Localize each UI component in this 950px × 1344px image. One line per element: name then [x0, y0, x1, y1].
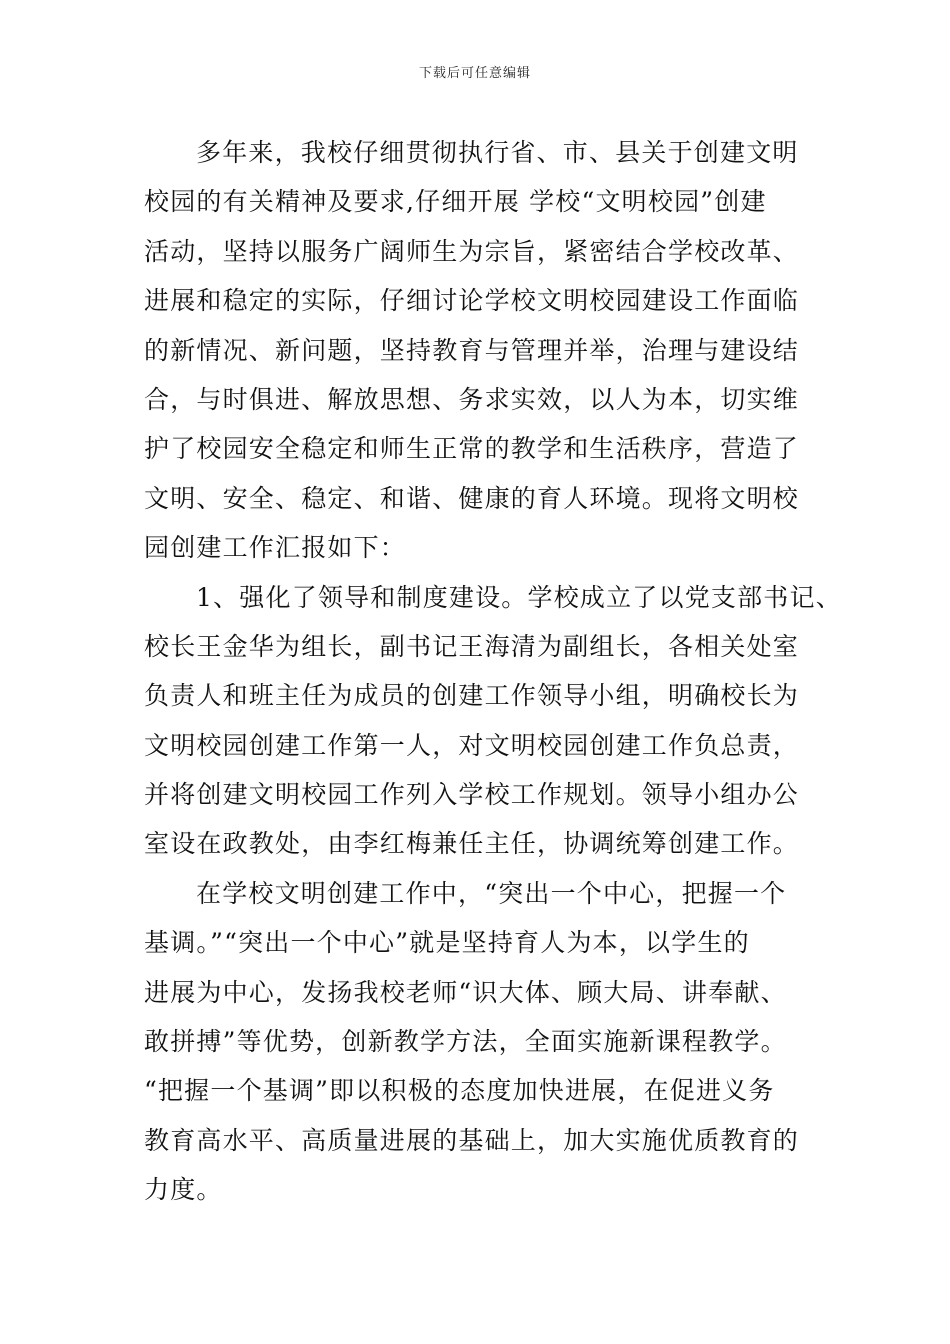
paragraph-line: 负责人和班主任为成员的创建工作领导小组，明确校长为 [144, 681, 800, 711]
paragraph-line: 进展为中心，发扬我校老师“识大体、顾大局、讲奉献、 [144, 977, 787, 1007]
page-header: 下载后可任意编辑 [418, 66, 531, 81]
paragraph-line: 敢拼搏”等优势，创新教学方法，全面实施新课程教学。 [144, 1027, 787, 1057]
paragraph-line: 多年来，我校仔细贯彻执行省、市、县关于创建文明 [196, 138, 799, 167]
body-text [144, 128, 842, 1215]
paragraph-line: 在学校文明创建工作中，“突出一个中心，把握一个 [196, 878, 787, 908]
paragraph-line: 力度。 [144, 1175, 223, 1205]
paragraph-line: 基调。”“突出一个中心”就是坚持育人为本，以学生的 [144, 928, 750, 958]
paragraph-line: 活动，坚持以服务广阔师生为宗旨，紧密结合学校改革、 [144, 236, 800, 266]
paragraph-line: 合，与时俱进、解放思想、务求实效，以人为本，切实维 [144, 384, 800, 414]
paragraph-line: 校长王金华为组长，副书记王海清为副组长，各相关处室 [144, 631, 800, 661]
paragraph-line: 校园的有关精神及要求,仔细开展 学校“文明校园”创建 [144, 187, 767, 217]
paragraph-line: 文明校园创建工作第一人，对文明校园创建工作负总责， [144, 730, 800, 760]
paragraph-line: 进展和稳定的实际，仔细讨论学校文明校园建设工作面临 [144, 286, 800, 316]
paragraph-line: 护了校园安全稳定和师生正常的教学和生活秩序，营造了 [144, 434, 800, 464]
paragraph-line: 室设在政教处，由李红梅兼任主任，协调统筹创建工作。 [144, 829, 800, 859]
paragraph-line: 1、强化了领导和制度建设。学校成立了以党支部书记、 [196, 582, 842, 612]
paragraph-line: “把握一个基调”即以积极的态度加快进展，在促进义务 [144, 1076, 775, 1106]
paragraph-line: 园创建工作汇报如下： [144, 533, 407, 563]
paragraph-line: 并将创建文明校园工作列入学校工作规划。领导小组办公 [144, 780, 800, 810]
paragraph-line: 的新情况、新问题，坚持教育与管理并举，治理与建设结 [144, 335, 800, 365]
paragraph-line: 文明、安全、稳定、和谐、健康的育人环境。现将文明校 [144, 483, 800, 513]
paragraph-line: 教育高水平、高质量进展的基础上，加大实施优质教育的 [144, 1125, 800, 1155]
